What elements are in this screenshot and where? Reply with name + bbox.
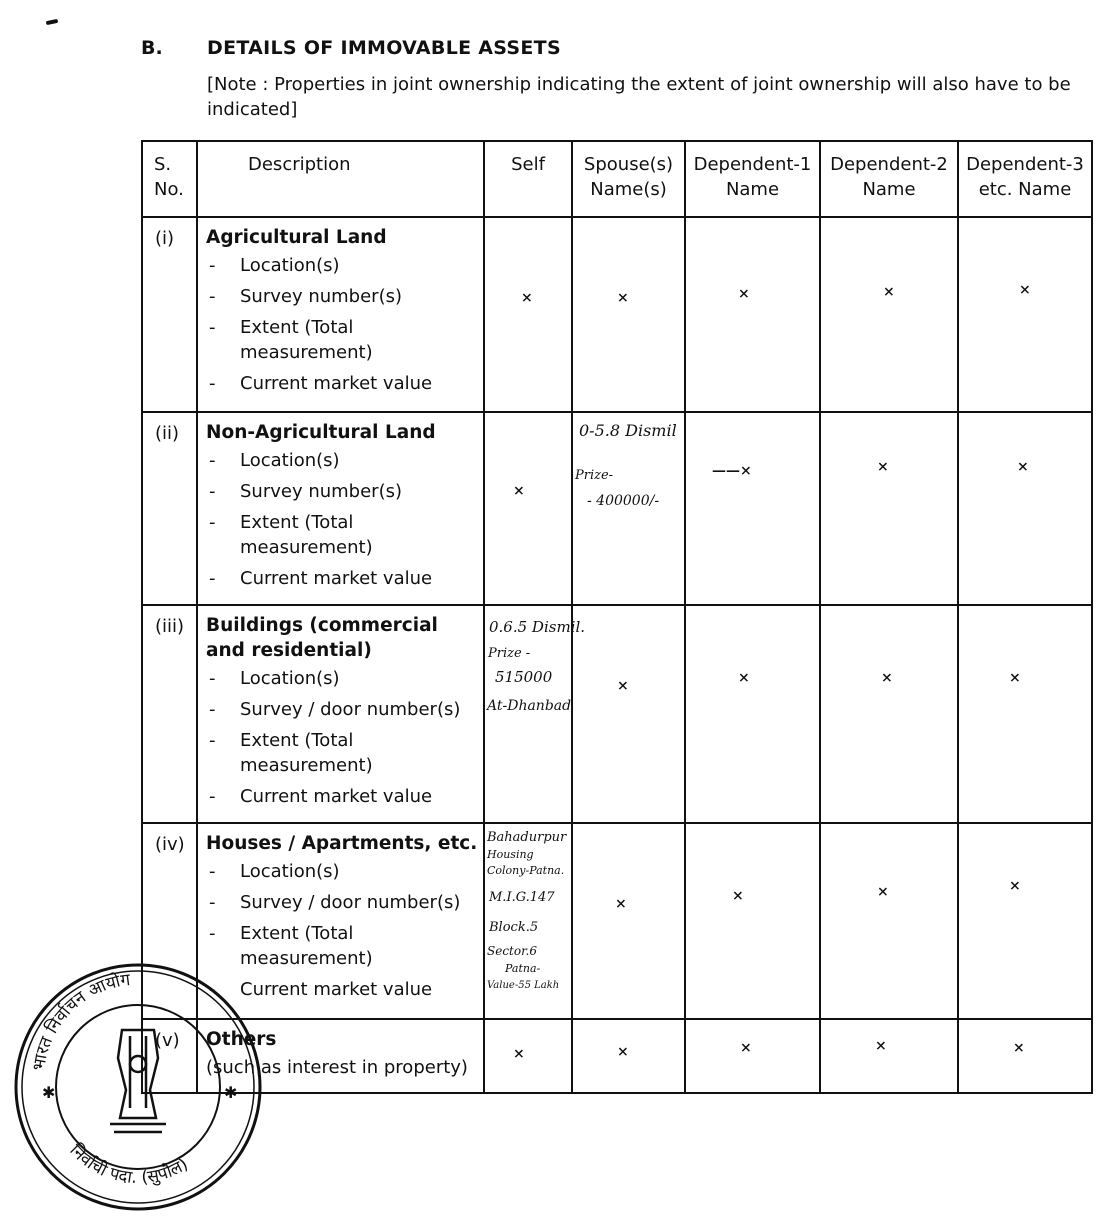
cross-mark: ×	[740, 1040, 752, 1056]
cross-mark: ×	[877, 459, 889, 475]
seal-bottom-text: निर्वाची पदा. (सुपौल)	[65, 1140, 192, 1188]
cross-mark: ×	[732, 888, 744, 904]
cell-dependent-3	[958, 605, 1092, 823]
cross-mark: ×	[617, 290, 629, 306]
cell-dependent-1	[685, 217, 820, 412]
handwritten-note: Block.5	[489, 920, 539, 935]
list-item: - Current market value	[206, 784, 479, 809]
cell-dependent-3	[958, 412, 1092, 605]
cross-mark: ×	[738, 286, 750, 302]
handwritten-note: Value-55 Lakh	[487, 980, 560, 991]
cell-dependent-3	[958, 217, 1092, 412]
row-sno: (iii)	[142, 605, 197, 823]
cell-dependent-1	[685, 412, 820, 605]
list-item: - Current market value	[206, 977, 479, 1002]
list-item: - Location(s)	[206, 859, 479, 884]
header-dependent-3: Dependent-3 etc. Name	[958, 141, 1092, 217]
cross-mark: ×	[513, 1046, 525, 1062]
list-item: - Location(s)	[206, 666, 479, 691]
cross-mark: ——×	[712, 463, 752, 479]
header-self: Self	[484, 141, 572, 217]
cross-mark: ×	[1017, 459, 1029, 475]
row-category: Houses / Apartments, etc.	[206, 833, 478, 854]
ink-speck	[46, 19, 59, 25]
row-description	[197, 605, 484, 823]
handwritten-note: 0-5.8 Dismil	[579, 421, 677, 440]
table-row	[142, 1019, 1092, 1093]
seal-ring-text: भारत निर्वाचन आयोग	[29, 969, 132, 1073]
row-description	[197, 823, 484, 1019]
immovable-assets-table	[141, 140, 1093, 1094]
cell-dependent-2	[820, 605, 958, 823]
list-item: - Extent (Total measurement)	[206, 315, 479, 365]
header-dependent-1: Dependent-1 Name	[685, 141, 820, 217]
cross-mark: ×	[883, 284, 895, 300]
cell-dependent-1	[685, 1019, 820, 1093]
row-category: Agricultural Land	[206, 227, 387, 248]
list-item: - Extent (Total measurement)	[206, 728, 479, 778]
row-description	[197, 1019, 484, 1093]
cross-mark: ×	[875, 1038, 887, 1054]
cell-spouse	[572, 217, 685, 412]
cell-spouse	[572, 605, 685, 823]
cross-mark: ×	[617, 1044, 629, 1060]
header-spouse: Spouse(s) Name(s)	[572, 141, 685, 217]
cell-dependent-2	[820, 823, 958, 1019]
cross-mark: ×	[521, 290, 533, 306]
list-item: - Current market value	[206, 566, 479, 591]
cell-dependent-2	[820, 412, 958, 605]
row-description	[197, 412, 484, 605]
row-sno: (v)	[142, 1019, 197, 1093]
list-item: - Survey / door number(s)	[206, 890, 479, 915]
handwritten-note: Housing	[487, 848, 534, 861]
row-category: Buildings (commercial and residential)	[206, 615, 438, 661]
cross-mark: ×	[881, 670, 893, 686]
cross-mark: ×	[615, 896, 627, 912]
list-item: - Extent (Total measurement)	[206, 510, 479, 560]
star-icon: ✱	[224, 1083, 238, 1102]
handwritten-note: Bahadurpur	[487, 830, 567, 845]
table-row	[142, 823, 1092, 1019]
cross-mark: ×	[1019, 282, 1031, 298]
cross-mark: ×	[513, 483, 525, 499]
table-row	[142, 217, 1092, 412]
cell-dependent-2	[820, 1019, 958, 1093]
cross-mark: ×	[1009, 878, 1021, 894]
handwritten-note: At-Dhanbad	[487, 698, 572, 714]
handwritten-note: 515000	[495, 668, 553, 686]
cell-self	[484, 823, 572, 1019]
handwritten-note: Colony-Patna.	[487, 864, 565, 877]
handwritten-note: Prize -	[488, 646, 531, 661]
cell-self	[484, 605, 586, 823]
header-row	[142, 141, 1092, 217]
cross-mark: ×	[877, 884, 889, 900]
cross-mark: ×	[617, 678, 629, 694]
section-note: [Note : Properties in joint ownership indicating the extent of joint ownership will also have to be indicated]	[207, 74, 1071, 120]
handwritten-note: M.I.G.147	[489, 890, 555, 905]
handwritten-note: Prize-	[575, 468, 614, 483]
cross-mark: ×	[1009, 670, 1021, 686]
row-category: Others	[206, 1029, 277, 1050]
handwritten-note: - 400000/-	[587, 493, 660, 509]
list-item: - Survey / door number(s)	[206, 697, 479, 722]
table-row	[142, 605, 1092, 823]
list-item: - Location(s)	[206, 253, 479, 278]
list-item: - Extent (Total measurement)	[206, 921, 479, 971]
cell-dependent-1	[685, 605, 820, 823]
row-category: Non-Agricultural Land	[206, 422, 436, 443]
handwritten-note: Sector.6	[487, 944, 537, 958]
list-item: - Location(s)	[206, 448, 479, 473]
cell-self	[484, 217, 572, 412]
header-description: Description	[197, 141, 484, 217]
cell-dependent-2	[820, 217, 958, 412]
list-item: - Current market value	[206, 371, 479, 396]
header-dependent-2: Dependent-2 Name	[820, 141, 958, 217]
cell-spouse	[572, 412, 685, 605]
cell-dependent-3	[958, 823, 1092, 1019]
cell-self	[484, 412, 572, 605]
header-sno: S. No.	[142, 141, 197, 217]
cell-self	[484, 1019, 572, 1093]
row-subdescription: (such as interest in property)	[206, 1057, 468, 1078]
cross-mark: ×	[738, 670, 750, 686]
section-letter: B.	[141, 37, 163, 59]
list-item: - Survey number(s)	[206, 284, 479, 309]
list-item: - Survey number(s)	[206, 479, 479, 504]
row-description	[197, 217, 484, 412]
handwritten-note: Patna-	[505, 962, 541, 975]
cell-spouse	[572, 1019, 685, 1093]
cross-mark: ×	[1013, 1040, 1025, 1056]
star-icon: ✱	[42, 1083, 56, 1102]
row-sno: (ii)	[142, 412, 197, 605]
row-sno: (i)	[142, 217, 197, 412]
cell-dependent-1	[685, 823, 820, 1019]
row-sno: (iv)	[142, 823, 197, 1019]
cell-dependent-3	[958, 1019, 1092, 1093]
section-title: DETAILS OF IMMOVABLE ASSETS	[207, 37, 561, 59]
handwritten-note: 0.6.5 Dismil.	[489, 618, 586, 636]
table-row	[142, 412, 1092, 605]
cell-spouse	[572, 823, 685, 1019]
